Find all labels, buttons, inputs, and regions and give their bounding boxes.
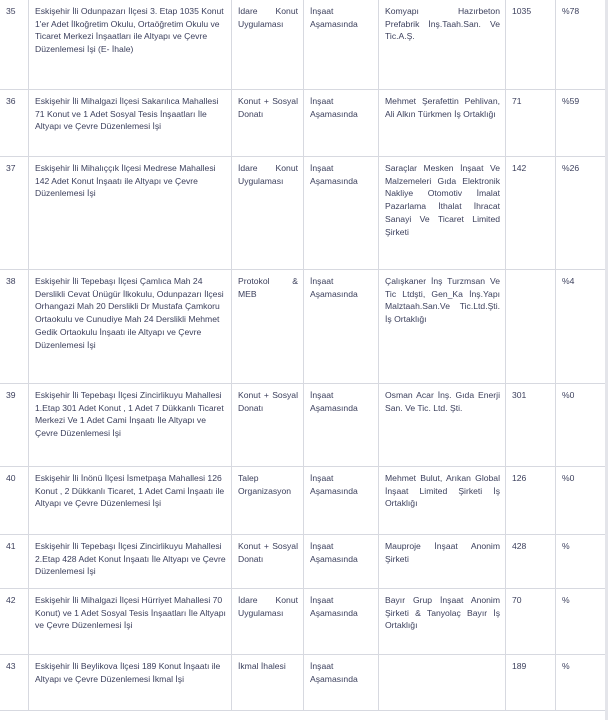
project-name: Eskişehir İli Tepebaşı İlçesi Zincirlikuyu Mahallesi 1.Etap 301 Adet Konut , 1 Adet 7 Dükkanlı Ticaret Merkezi Ve 1 Adet Cami İnşaatı İle Altyapı ve Çevre Düzenlemesi İşi — [29, 384, 232, 467]
contractor-name: Mehmet Şerafettin Pehlivan, Ali Alkın Türkmen İş Ortaklığı — [379, 90, 506, 157]
row-number: 39 — [0, 384, 29, 467]
contractor-name: Komyapı Hazırbeton Prefabrik İnş.Taah.San. Ve Tic.A.Ş. — [379, 0, 506, 90]
contractor-name: Bayır Grup İnşaat Anonim Şirketi & Tanyolaç Bayır İş Ortaklığı — [379, 589, 506, 655]
table-row — [0, 384, 606, 467]
project-type: Konut + Sosyal Donatı — [232, 90, 304, 157]
table-row — [0, 535, 606, 589]
completion-percent: %78 — [556, 0, 606, 90]
project-name: Eskişehir İli Odunpazarı İlçesi 3. Etap 1035 Konut 1'er Adet İlkoğretim Okulu, Ortaöğretim Okulu ve Ticaret Merkezi İnşaatları ile Altyapı ve Çevre Düzenlemesi İşi (E- İhale) — [29, 0, 232, 90]
project-status: İnşaat Aşamasında — [304, 0, 379, 90]
contractor-name: Saraçlar Mesken İnşaat Ve Malzemeleri Gıda Elektronik Nakliye Otomotiv İmalat Pazarlama İthalat İhracat Sanayi Ve Ticaret Limited Şirketi — [379, 157, 506, 270]
completion-percent: % — [556, 655, 606, 711]
project-type: İdare Konut Uygulaması — [232, 157, 304, 270]
project-status: İnşaat Aşamasında — [304, 90, 379, 157]
unit-count: 301 — [506, 384, 556, 467]
project-type: Talep Organizasyon — [232, 467, 304, 535]
table-row — [0, 90, 606, 157]
row-number: 36 — [0, 90, 29, 157]
table-row — [0, 467, 606, 535]
project-status: İnşaat Aşamasında — [304, 535, 379, 589]
completion-percent: %0 — [556, 384, 606, 467]
project-status: İnşaat Aşamasında — [304, 467, 379, 535]
table-row — [0, 655, 606, 711]
project-type: Konut + Sosyal Donatı — [232, 535, 304, 589]
project-name: Eskişehir İli Mihalıççık İlçesi Medrese Mahallesi 142 Adet Konut İnşaatı ile Altyapı ve Çevre Düzenlemesi İşi — [29, 157, 232, 270]
table-row — [0, 589, 606, 655]
unit-count: 71 — [506, 90, 556, 157]
row-number: 38 — [0, 270, 29, 384]
unit-count: 126 — [506, 467, 556, 535]
project-status: İnşaat Aşamasında — [304, 270, 379, 384]
completion-percent: % — [556, 535, 606, 589]
completion-percent: %4 — [556, 270, 606, 384]
table-row — [0, 270, 606, 384]
row-number: 40 — [0, 467, 29, 535]
table-row — [0, 0, 606, 90]
unit-count: 189 — [506, 655, 556, 711]
unit-count: 142 — [506, 157, 556, 270]
row-number: 41 — [0, 535, 29, 589]
unit-count — [506, 270, 556, 384]
project-status: İnşaat Aşamasında — [304, 384, 379, 467]
contractor-name: Çalışkaner İnş Turzmsan Ve Tic Ltdşti, Gen_Ka İnş.Yapı Malztaah.San.Ve Tic.Ltd.Şti. İş Ortaklığı — [379, 270, 506, 384]
completion-percent: %59 — [556, 90, 606, 157]
completion-percent: % — [556, 589, 606, 655]
unit-count: 1035 — [506, 0, 556, 90]
contractor-name: Osman Acar İnş. Gıda Enerji San. Ve Tic. Ltd. Şti. — [379, 384, 506, 467]
project-name: Eskişehir İli İnönü İlçesi İsmetpaşa Mahallesi 126 Konut , 2 Dükkanlı Ticaret, 1 Adet Cami İnşaatı ile Altyapı ve Çevre Düzenlemesi İşi — [29, 467, 232, 535]
project-name: Eskişehir İli Tepebaşı İlçesi Zincirlikuyu Mahallesi 2.Etap 428 Adet Konut İnşaatı İle Altyapı ve Çevre Düzenlemesi İşi — [29, 535, 232, 589]
unit-count: 70 — [506, 589, 556, 655]
unit-count: 428 — [506, 535, 556, 589]
row-number: 43 — [0, 655, 29, 711]
row-number: 35 — [0, 0, 29, 90]
project-name: Eskişehir İli Beylikova İlçesi 189 Konut İnşaatı ile Altyapı ve Çevre Düzenlemesi İkmal İşi — [29, 655, 232, 711]
contractor-name — [379, 655, 506, 711]
project-name: Eskişehir İli Mihalgazi İlçesi Hürriyet Mahallesi 70 Konut) ve 1 Adet Sosyal Tesis İnşaatları İle Altyapı ve Çevre Düzenlemesi İşi — [29, 589, 232, 655]
project-status: İnşaat Aşamasında — [304, 157, 379, 270]
project-type: İkmal İhalesi — [232, 655, 304, 711]
project-name: Eskişehir İli Mihalgazi İlçesi Sakarılıca Mahallesi 71 Konut ve 1 Adet Sosyal Tesis İnşaatları İle Altyapı ve Çevre Düzenlemesi İşi — [29, 90, 232, 157]
contractor-name: Mauproje İnşaat Anonim Şirketi — [379, 535, 506, 589]
table-row — [0, 157, 606, 270]
project-name: Eskişehir İli Tepebaşı İlçesi Çamlıca Mah 24 Derslikli Cevat Ünügür İlkokulu, Odunpazarı İlçesi Orhangazi Mah 20 Derslikli Dr Mustafa Çamkoru Ortaokulu ve Cunudiye Mah 24 Derslikli Mehmet Gedik Ortaokulu İnşaatı ile Altyapı ve Çevre Düzenlemesi İşi — [29, 270, 232, 384]
project-type: İdare Konut Uygulaması — [232, 589, 304, 655]
project-status: İnşaat Aşamasında — [304, 655, 379, 711]
completion-percent: %26 — [556, 157, 606, 270]
project-type: Protokol & MEB — [232, 270, 304, 384]
project-status: İnşaat Aşamasında — [304, 589, 379, 655]
project-type: İdare Konut Uygulaması — [232, 0, 304, 90]
contractor-name: Mehmet Bulut, Arıkan Global İnşaat Limited Şirketi İş Ortaklığı — [379, 467, 506, 535]
completion-percent: %0 — [556, 467, 606, 535]
project-type: Konut + Sosyal Donatı — [232, 384, 304, 467]
row-number: 42 — [0, 589, 29, 655]
row-number: 37 — [0, 157, 29, 270]
